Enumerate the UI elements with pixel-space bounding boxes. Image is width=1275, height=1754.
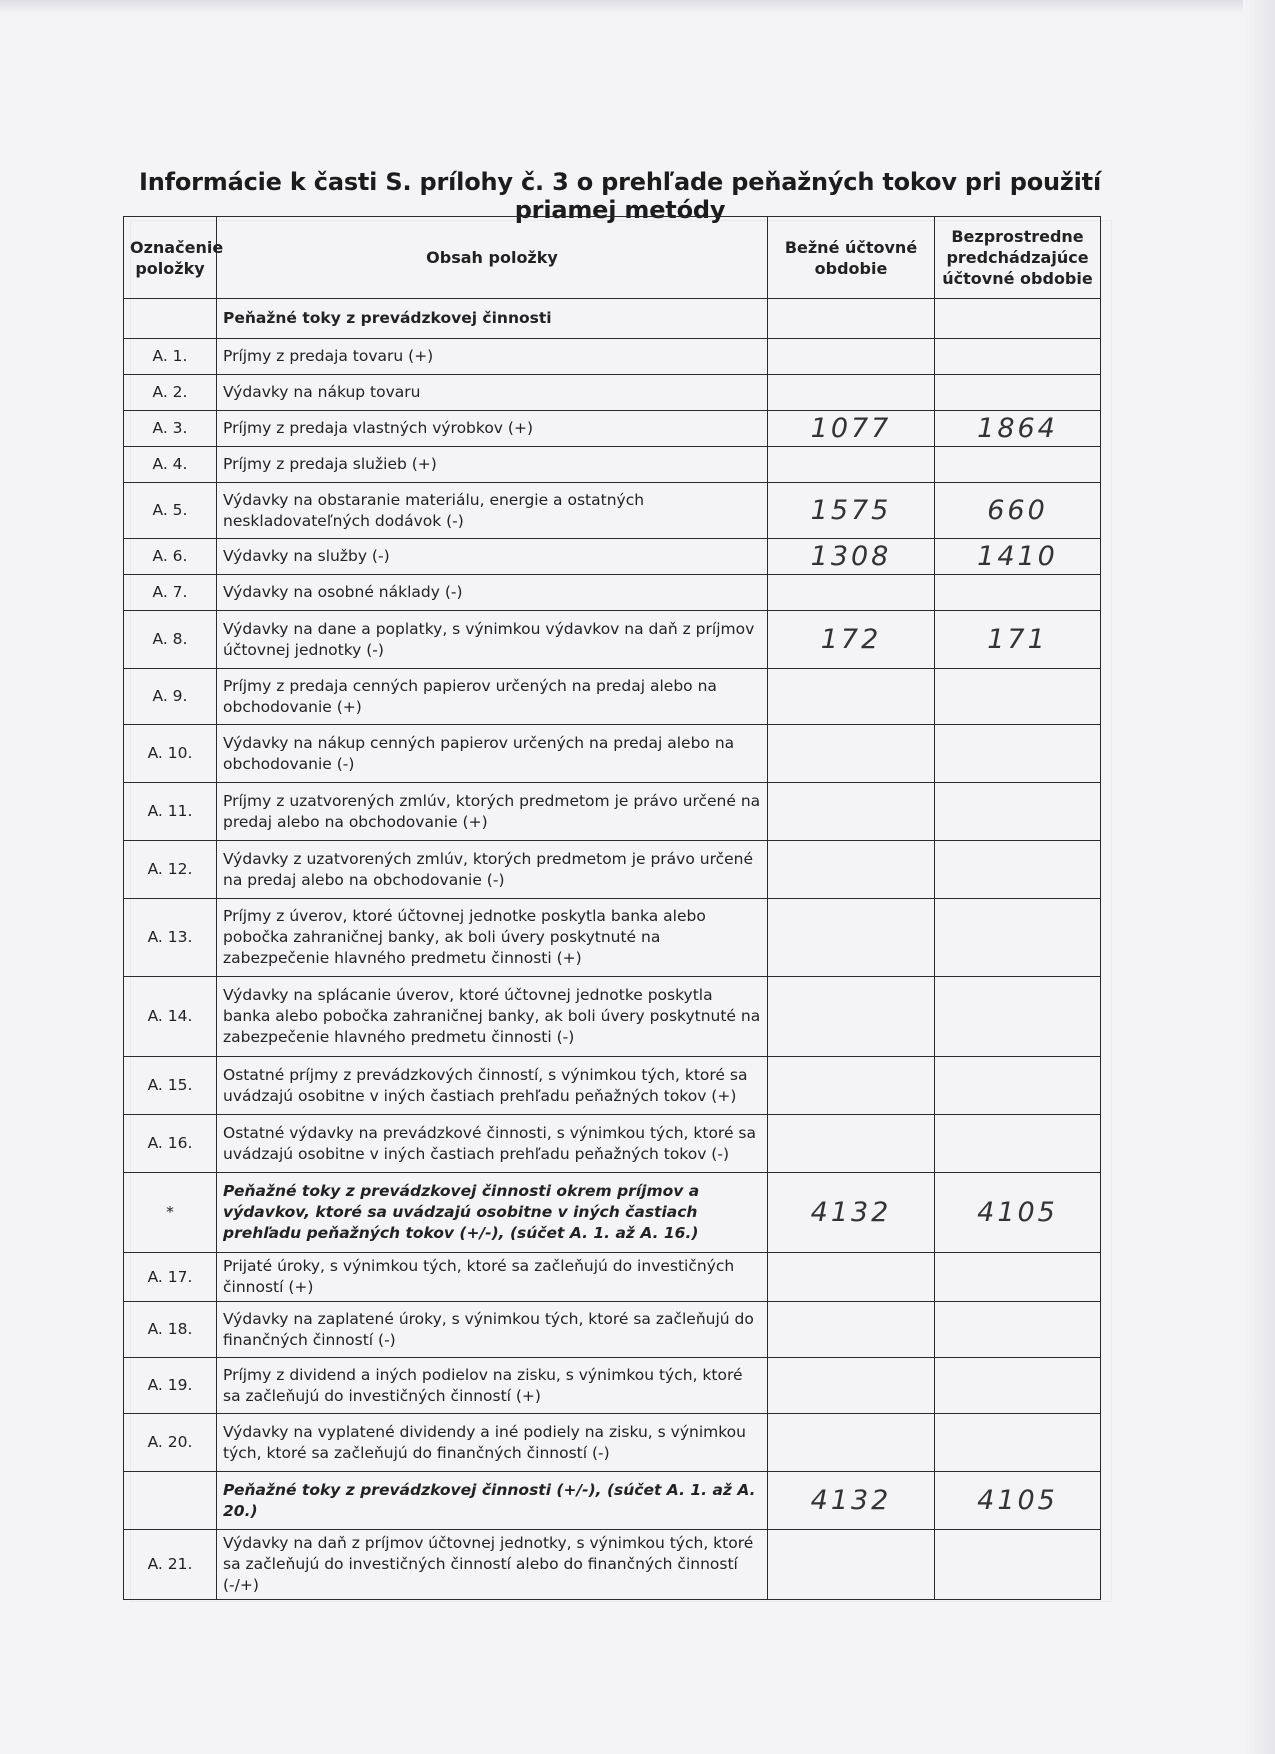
row-current-value [768,1358,935,1414]
row-previous-value: 1410 [935,539,1101,575]
row-previous-value [935,575,1101,611]
table-row [124,375,1101,411]
table-row [124,1173,1101,1253]
table-row [124,1302,1101,1358]
row-previous-value [935,1302,1101,1358]
header-current: Bežné účtovné obdobie [768,217,935,299]
table-row [124,1414,1101,1472]
row-code: A. 11. [124,783,217,841]
row-current-value [768,841,935,899]
row-current-value: 172 [768,611,935,669]
row-current-value [768,669,935,725]
row-code: A. 16. [124,1115,217,1173]
table-row [124,669,1101,725]
row-code: A. 14. [124,977,217,1057]
row-previous-value [935,1057,1101,1115]
row-text: Výdavky na obstaranie materiálu, energie a ostatných neskladovateľných dodávok (-) [217,483,768,539]
table-row [124,299,1101,339]
row-current-value [768,1057,935,1115]
row-text: Prijaté úroky, s výnimkou tých, ktoré sa začleňujú do investičných činností (+) [217,1253,768,1302]
row-text: Ostatné príjmy z prevádzkových činností, s výnimkou tých, ktoré sa uvádzajú osobitne v iných častiach prehľadu peňažných tokov (+) [217,1057,768,1115]
row-previous-value [935,1253,1101,1302]
row-text: Výdavky na nákup tovaru [217,375,768,411]
row-previous-value [935,299,1101,339]
row-code: A. 7. [124,575,217,611]
table-row [124,447,1101,483]
row-code: A. 18. [124,1302,217,1358]
header-content: Obsah položky [217,217,768,299]
row-code: A. 3. [124,411,217,447]
row-text: Výdavky na nákup cenných papierov určených na predaj alebo na obchodovanie (-) [217,725,768,783]
row-text: Peňažné toky z prevádzkovej činnosti okrem príjmov a výdavkov, ktoré sa uvádzajú osobitne v iných častiach prehľadu peňažných tokov (+/-), (súčet A. 1. až A. 16.) [217,1173,768,1253]
row-text: Príjmy z predaja vlastných výrobkov (+) [217,411,768,447]
row-previous-value [935,375,1101,411]
row-previous-value [935,899,1101,977]
table-row [124,575,1101,611]
row-previous-value [935,1358,1101,1414]
row-previous-value [935,725,1101,783]
row-code: A. 6. [124,539,217,575]
row-text: Výdavky na daň z príjmov účtovnej jednotky, s výnimkou tých, ktoré sa začleňujú do investičných činností alebo do finančných činností (-/+) [217,1530,768,1600]
row-code: A. 21. [124,1530,217,1600]
row-previous-value [935,1414,1101,1472]
row-text: Výdavky na dane a poplatky, s výnimkou výdavkov na daň z príjmov účtovnej jednotky (-) [217,611,768,669]
row-current-value [768,1530,935,1600]
header-row [124,217,1101,299]
header-code: Označenie položky [124,217,217,299]
row-code: A. 20. [124,1414,217,1472]
table-row [124,1472,1101,1530]
page-title: Informácie k časti S. prílohy č. 3 o prehľade peňažných tokov pri použití priamej metódy [139,168,1101,224]
table-row [124,841,1101,899]
table-row [124,899,1101,977]
row-current-value [768,447,935,483]
table-row [124,1530,1101,1600]
row-text: Príjmy z úverov, ktoré účtovnej jednotke poskytla banka alebo pobočka zahraničnej banky, ak boli úvery poskytnuté na zabezpečenie hlavného predmetu činnosti (+) [217,899,768,977]
row-text: Výdavky na vyplatené dividendy a iné podiely na zisku, s výnimkou tých, ktoré sa začleňujú do finančných činností (-) [217,1414,768,1472]
row-current-value [768,299,935,339]
row-previous-value [935,1530,1101,1600]
row-current-value [768,977,935,1057]
row-text: Príjmy z predaja cenných papierov určených na predaj alebo na obchodovanie (+) [217,669,768,725]
table-row [124,725,1101,783]
row-text: Výdavky na služby (-) [217,539,768,575]
row-code: A. 4. [124,447,217,483]
row-code [124,1472,217,1530]
row-current-value: 4132 [768,1472,935,1530]
cash-flow-table [123,216,1101,1600]
row-current-value: 4132 [768,1173,935,1253]
row-code: A. 5. [124,483,217,539]
table-row [124,783,1101,841]
row-code: A. 15. [124,1057,217,1115]
row-previous-value: 171 [935,611,1101,669]
row-text: Výdavky na splácanie úverov, ktoré účtovnej jednotke poskytla banka alebo pobočka zahraničnej banky, ak boli úvery poskytnuté na zabezpečenie hlavného predmetu činnosti (-) [217,977,768,1057]
row-previous-value [935,339,1101,375]
row-text: Výdavky z uzatvorených zmlúv, ktorých predmetom je právo určené na predaj alebo na obchodovanie (-) [217,841,768,899]
table-row [124,1358,1101,1414]
row-current-value [768,1414,935,1472]
table-row [124,977,1101,1057]
row-previous-value [935,841,1101,899]
table-row [124,611,1101,669]
row-text: Výdavky na osobné náklady (-) [217,575,768,611]
row-text: Ostatné výdavky na prevádzkové činnosti, s výnimkou tých, ktoré sa uvádzajú osobitne v iných častiach prehľadu peňažných tokov (-) [217,1115,768,1173]
row-previous-value [935,1115,1101,1173]
table-row [124,1115,1101,1173]
row-code [124,299,217,339]
header-previous: Bezprostredne predchádzajúce účtovné obdobie [935,217,1101,299]
row-code: A. 19. [124,1358,217,1414]
row-previous-value [935,447,1101,483]
scan-edge-right [1243,0,1275,1754]
row-code: A. 8. [124,611,217,669]
row-code: A. 2. [124,375,217,411]
row-current-value [768,1253,935,1302]
scan-edge-top [0,0,1275,14]
row-text: Príjmy z dividend a iných podielov na zisku, s výnimkou tých, ktoré sa začleňujú do investičných činností (+) [217,1358,768,1414]
row-previous-value [935,977,1101,1057]
row-current-value [768,725,935,783]
table-row [124,339,1101,375]
row-current-value [768,339,935,375]
row-previous-value: 4105 [935,1173,1101,1253]
row-current-value [768,375,935,411]
row-current-value [768,575,935,611]
table-row [124,411,1101,447]
row-current-value: 1308 [768,539,935,575]
row-previous-value: 4105 [935,1472,1101,1530]
row-current-value [768,783,935,841]
row-current-value: 1575 [768,483,935,539]
table-row [124,1253,1101,1302]
row-text: Výdavky na zaplatené úroky, s výnimkou tých, ktoré sa začleňujú do finančných činností (-) [217,1302,768,1358]
table-row [124,483,1101,539]
row-code: * [124,1173,217,1253]
row-current-value [768,1115,935,1173]
row-code: A. 1. [124,339,217,375]
row-code: A. 10. [124,725,217,783]
row-code: A. 9. [124,669,217,725]
row-text: Príjmy z uzatvorených zmlúv, ktorých predmetom je právo určené na predaj alebo na obchodovanie (+) [217,783,768,841]
row-previous-value [935,783,1101,841]
table-row [124,539,1101,575]
table-row [124,1057,1101,1115]
row-previous-value [935,669,1101,725]
row-text: Príjmy z predaja služieb (+) [217,447,768,483]
row-previous-value: 1864 [935,411,1101,447]
row-current-value [768,1302,935,1358]
row-current-value [768,899,935,977]
row-text: Peňažné toky z prevádzkovej činnosti [217,299,768,339]
row-code: A. 13. [124,899,217,977]
row-text: Peňažné toky z prevádzkovej činnosti (+/-), (súčet A. 1. až A. 20.) [217,1472,768,1530]
row-code: A. 12. [124,841,217,899]
row-current-value: 1077 [768,411,935,447]
row-text: Príjmy z predaja tovaru (+) [217,339,768,375]
row-previous-value: 660 [935,483,1101,539]
row-code: A. 17. [124,1253,217,1302]
